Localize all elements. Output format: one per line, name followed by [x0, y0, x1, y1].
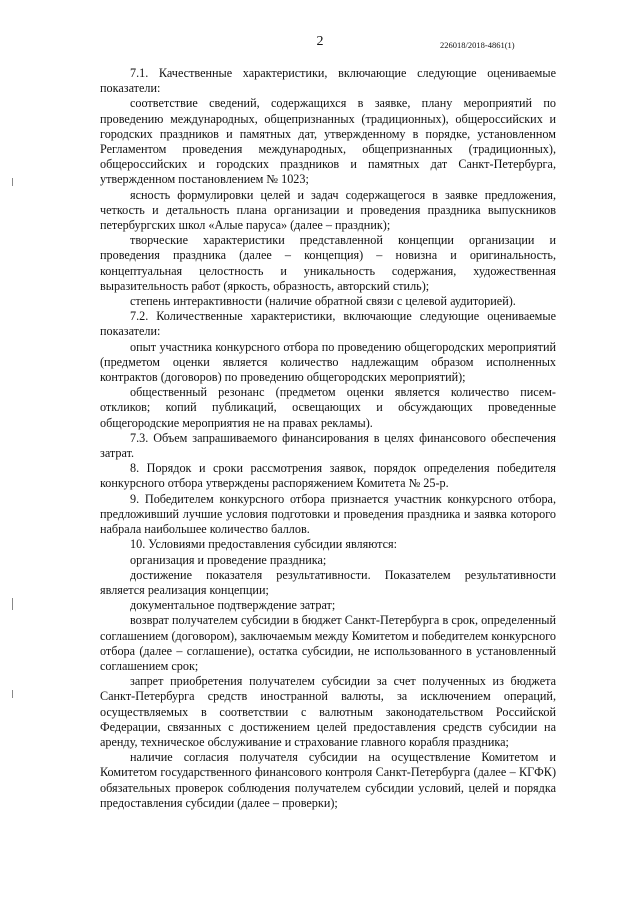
document-body [100, 66, 556, 811]
paragraph: общественный резонанс (предметом оценки является количество писем-откликов; копий публикаций, освещающих и обсуждающих проведенные общегородские мероприятия не на правах рекламы). [100, 385, 556, 430]
paragraph: достижение показателя результативности. Показателем результативности является реализация концепции; [100, 567, 556, 597]
paragraph: 7.1. Качественные характеристики, включающие следующие оцениваемые показатели: [100, 66, 556, 96]
paragraph: 7.3. Объем запрашиваемого финансирования в целях финансового обеспечения затрат. [100, 430, 556, 461]
page-number: 2 [316, 34, 324, 49]
paragraph: организация и проведение праздника; [130, 552, 327, 567]
margin-mark [12, 690, 13, 698]
paragraph: возврат получателем субсидии в бюджет Санкт-Петербурга в срок, определенный соглашением (договором), заключаемым между Комитетом и победителем конкурсного отбора (далее – соглашение), остатка субсидии, не использованного в установленный соглашением срок; [100, 613, 556, 673]
document-id: 226018/2018-4861(1) [440, 40, 515, 50]
paragraph: запрет приобретения получателем субсидии за счет полученных из бюджета Санкт-Петербурга средств иностранной валюты, за исключением операций, осуществляемых в соответствии с валютным законодательством Российской Федерации, связанных с достижением целей предоставления средств субсидии на аренду, техническое обслуживание и страхование главного корабля праздника; [100, 674, 556, 749]
paragraph: 10. Условиями предоставления субсидии являются: [130, 537, 398, 552]
paragraph: наличие согласия получателя субсидии на осуществление Комитетом и Комитетом государственного финансового контроля Санкт-Петербурга (далее – КГФК) обязательных проверок соблюдения получателем субсидии условий, целей и порядка предоставления субсидии (далее – проверки); [100, 750, 556, 810]
paragraph: ясность формулировки целей и задач содержащегося в заявке предложения, четкость и детальность плана организации и проведения праздника выпускников петербургских школ «Алые паруса» (далее – праздник); [100, 187, 556, 233]
paragraph: творческие характеристики представленной концепции организации и проведения праздника (далее – концепция) – новизна и оригинальность, концептуальная целостность и уникальность содержания, художественная выразительность работ (яркость, образность, авторский стиль); [100, 233, 556, 293]
margin-mark [12, 178, 13, 186]
paragraph: документальное подтверждение затрат; [130, 598, 336, 613]
margin-mark [12, 598, 13, 610]
paragraph: степень интерактивности (наличие обратной связи с целевой аудиторией). [130, 294, 516, 309]
paragraph: 8. Порядок и сроки рассмотрения заявок, порядок определения победителя конкурсного отбора утверждены распоряжением Комитета № 25-р. [100, 461, 556, 491]
paragraph: опыт участника конкурсного отбора по проведению общегородских мероприятий (предметом оценки является количество надлежащим образом исполненных контрактов (договоров) по проведению общегородских мероприятий); [100, 339, 556, 385]
paragraph: 9. Победителем конкурсного отбора признается участник конкурсного отбора, предложивший лучшие условия подготовки и проведения праздника и заявка которого набрала наибольшее количество баллов. [100, 491, 556, 537]
paragraph: соответствие сведений, содержащихся в заявке, плану мероприятий по проведению международных, общепризнанных (традиционных), общероссийских и городских праздников и памятных дат, утвержденному в порядке, установленном Регламентом проведения международных, общепризнанных (традиционных), общероссийских и городских праздников и памятных дат Санкт-Петербурга, утвержденном постановлением № 1023; [100, 96, 556, 187]
paragraph: 7.2. Количественные характеристики, включающие следующие оцениваемые показатели: [100, 309, 556, 339]
